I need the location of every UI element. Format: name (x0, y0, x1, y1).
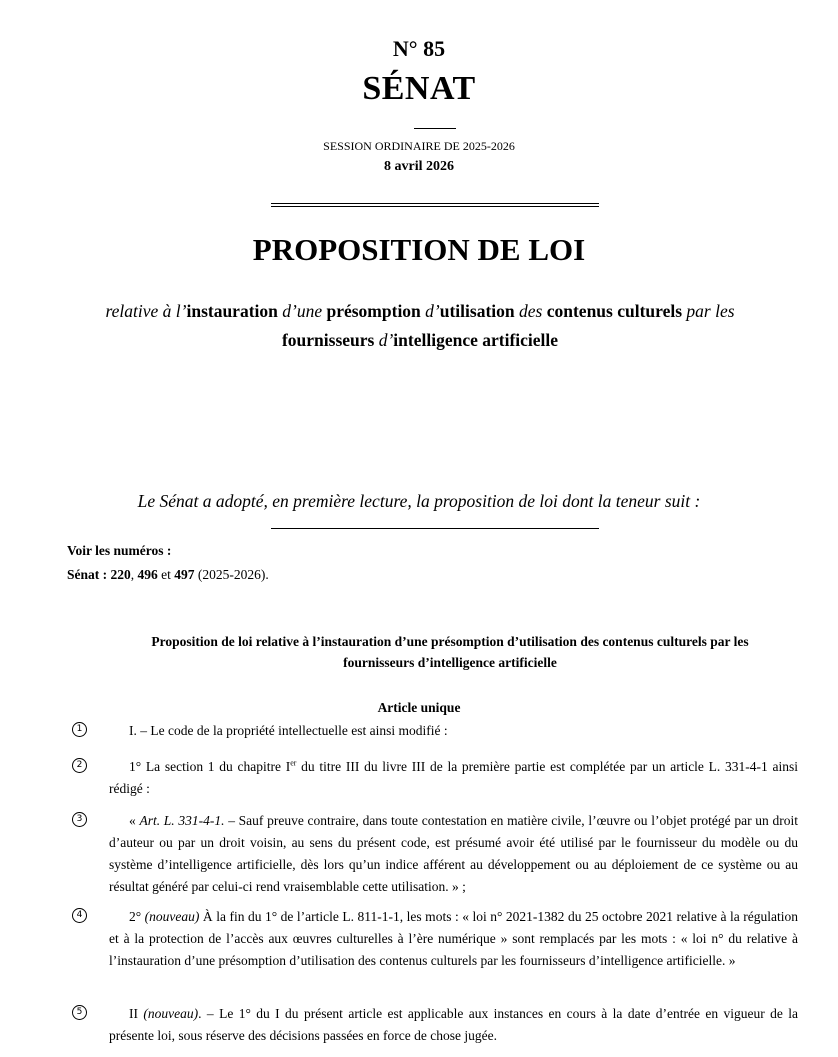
document-type: PROPOSITION DE LOI (252, 232, 586, 267)
double-divider (271, 203, 599, 207)
subtitle-fragment: d’ (420, 301, 440, 321)
alinea-number-icon: 1 (72, 722, 87, 737)
reference-separator: et (157, 567, 175, 582)
alinea-text: I. – Le code de la propriété intellectuelle est ainsi modifié : (129, 723, 448, 738)
subtitle-fragment: présomption (326, 301, 421, 321)
alinea-text-part: – Sauf preuve contraire, dans toute contestation en matière civile, l’œuvre ou l’objet protégé par un droit d’auteur ou par un droit voisin, au sens du présent code, est présumé avoir été utilisé par le fournisseur du modèle ou du système d’intelligence artificielle, dès lors qu’un indice afférent au développement ou au déploiement de ce système ou au résultat généré par celui-ci rend vraisemblable cette utilisation. » ; (109, 813, 798, 894)
document-date: 8 avril 2026 (384, 159, 454, 174)
alinea-number-icon: 5 (72, 1005, 87, 1020)
alinea-italic-part: Art. L. 331-4-1. (139, 813, 225, 828)
alinea-text-part: 1° La section 1 du chapitre I (129, 759, 291, 774)
reference-number: 497 (174, 567, 195, 582)
alinea-italic-part: (nouveau) (143, 1006, 199, 1021)
short-divider (414, 128, 456, 129)
alinea-text (109, 810, 798, 898)
alinea-italic-part: (nouveau) (144, 909, 200, 924)
alinea-number-icon: 3 (72, 812, 87, 827)
alinea-number-icon: 4 (72, 908, 87, 923)
subtitle-fragment: d’ (374, 330, 394, 350)
article-title: Article unique (377, 700, 461, 715)
references-numbers (67, 567, 269, 583)
alinea-number-icon: 2 (72, 758, 87, 773)
alinea-text-part: II (129, 1006, 144, 1021)
subtitle-fragment: instauration (186, 301, 278, 321)
reference-number: 496 (137, 567, 158, 582)
senate-label: Sénat : (67, 567, 111, 582)
alinea-4 (76, 906, 798, 972)
alinea-text (109, 906, 798, 972)
subtitle-fragment: contenus culturels (546, 301, 683, 321)
alinea-text-part: du titre III du livre III de la première partie est complétée par un article L. 331-4-1 ainsi rédigé : (109, 759, 798, 796)
subtitle-fragment: d’une (277, 301, 327, 321)
alinea-2 (76, 756, 798, 800)
subtitle-fragment: intelligence artificielle (393, 330, 559, 350)
reference-number: 220 (110, 567, 131, 582)
alinea-text-part: À la fin du 1° de l’article L. 811-1-1, les mots : « loi n° 2021-1382 du 25 octobre 2021 relative à la régulation et à la protection de l’accès aux œuvres culturelles à l’ère numérique » sont remplacés par les mots : « loi n° du relative à l’instauration d’une présomption d’utilisation des contenus culturels par les fournisseurs d’intelligence artificielle. » (109, 909, 798, 968)
reminder-title: Proposition de loi relative à l’instauration d’une présomption d’utilisation des contenus culturels par les fournisseurs d’intelligence artificielle (151, 634, 749, 670)
reference-years: (2025-2026). (194, 567, 269, 582)
alinea-text (109, 1003, 798, 1047)
alinea-text-part: « (129, 813, 140, 828)
section-divider (271, 528, 599, 529)
alinea-5 (76, 1003, 799, 1047)
chamber-name: SÉNAT (362, 70, 476, 107)
subtitle-fragment: fournisseurs (281, 330, 375, 350)
alinea-superscript: er (290, 758, 297, 768)
reference-separator: , (130, 567, 138, 582)
session-label: SESSION ORDINAIRE DE 2025-2026 (323, 139, 515, 153)
alinea-text (109, 756, 798, 800)
document-subtitle (40, 297, 800, 355)
alinea-text-part: . – Le 1° du I du présent article est applicable aux instances en cours à la date d’entrée en vigueur de la présente loi, sous réserve des décisions passées en force de chose jugée. (109, 1006, 799, 1043)
alinea-1 (76, 720, 798, 742)
alinea-3 (76, 810, 798, 898)
subtitle-fragment: des (514, 301, 547, 321)
subtitle-fragment: relative à l’ (105, 301, 187, 321)
adoption-statement: Le Sénat a adopté, en première lecture, la proposition de loi dont la teneur suit : (137, 491, 701, 511)
references-label: Voir les numéros : (67, 543, 172, 558)
subtitle-fragment: utilisation (439, 301, 515, 321)
alinea-text-part: 2° (129, 909, 145, 924)
subtitle-fragment: par les (682, 301, 735, 321)
document-number: N° 85 (392, 36, 446, 61)
